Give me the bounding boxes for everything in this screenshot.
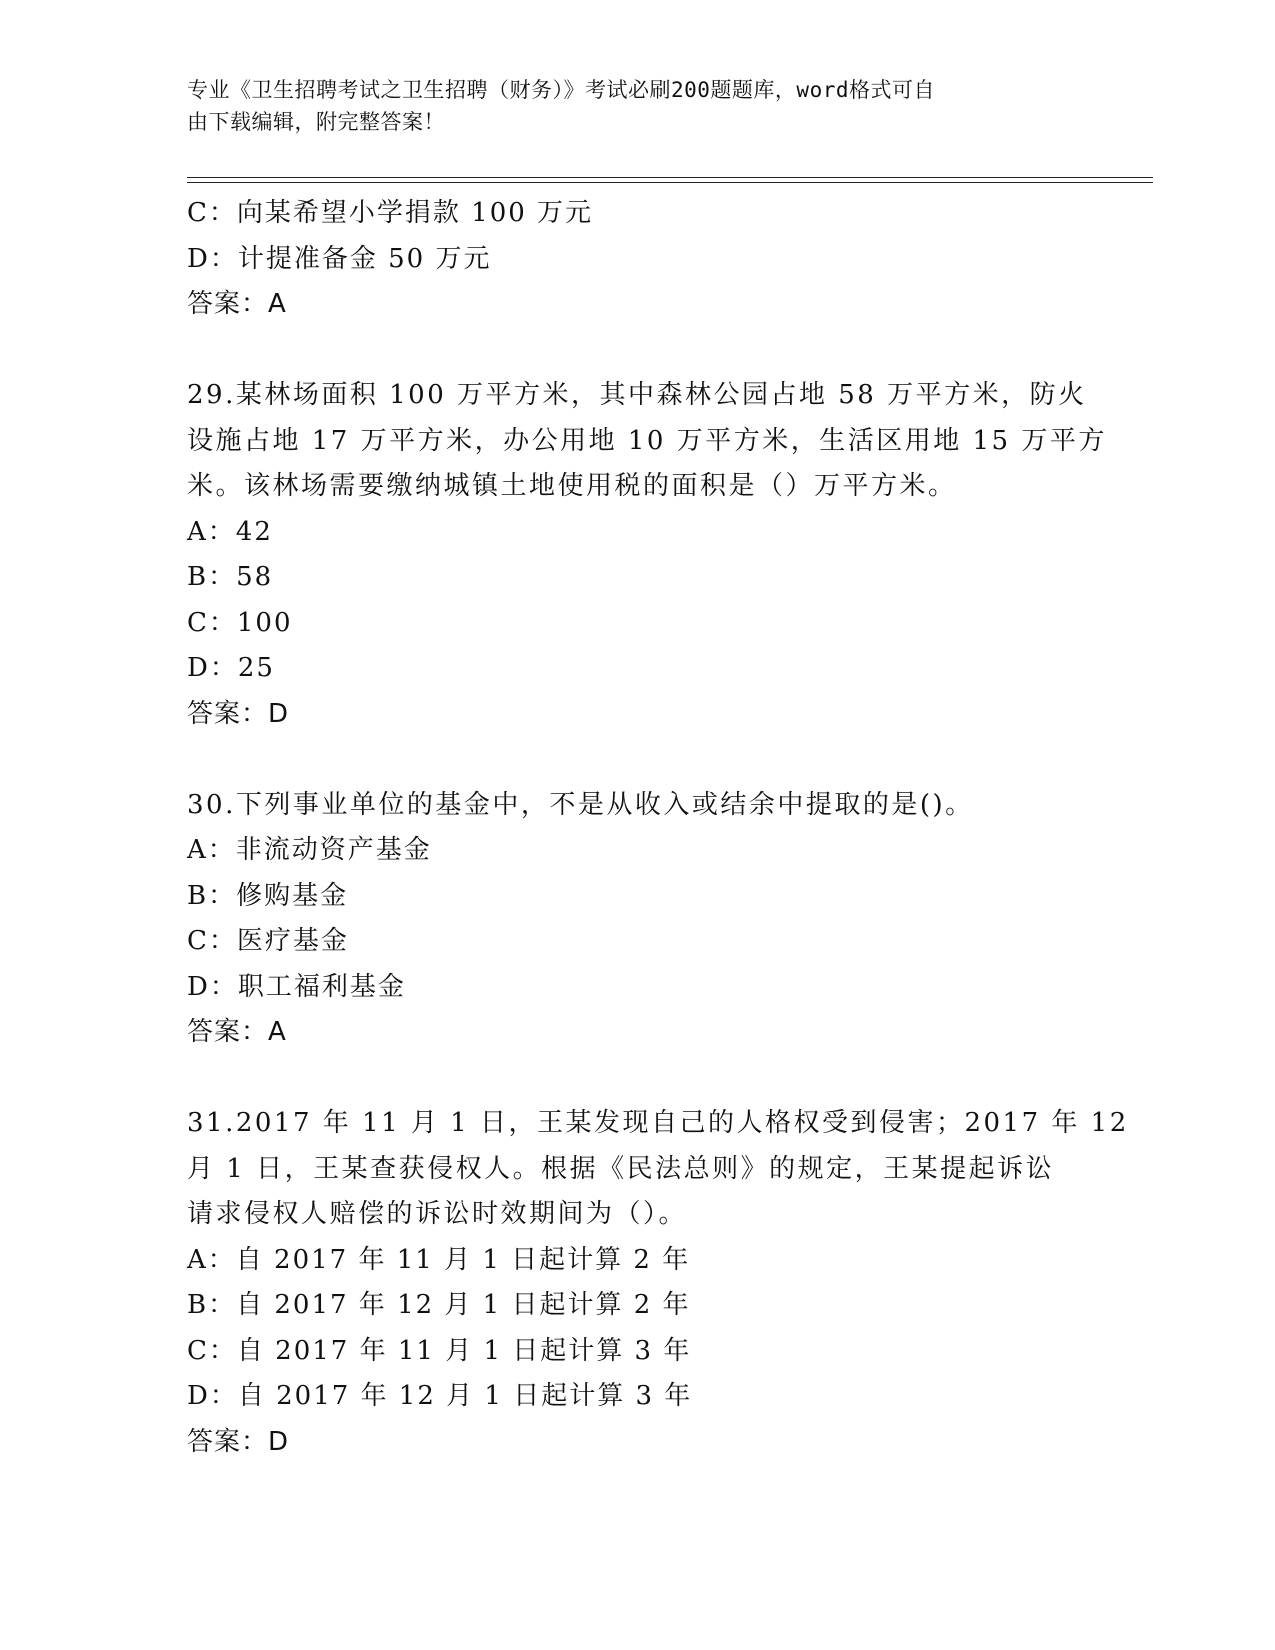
question-stem-line: 米。该林场需要缴纳城镇土地使用税的面积是（）万平方米。 [187,471,957,501]
question-29 [187,373,1107,737]
question-stem-line: 请求侵权人赔偿的诉讼时效期间为（）。 [187,1199,688,1229]
question-stem-line: 30.下列事业单位的基金中，不是从收入或结余中提取的是()。 [187,789,974,820]
answer-line: 答案：D [187,1426,290,1457]
question-block-prev [187,191,1087,328]
spacer [187,328,1087,374]
option-c: C：向某希望小学捐款 100 万元 [187,198,594,228]
option-b: B：自 2017 年 12 月 1 日起计算 2 年 [187,1290,691,1320]
option-c: C：自 2017 年 11 月 1 日起计算 3 年 [187,1335,692,1366]
answer-line: 答案：A [187,289,287,319]
header-divider [187,177,1153,183]
option-d: D：计提准备金 50 万元 [187,243,492,274]
option-b: B：58 [187,562,274,592]
option-a: A：42 [187,516,273,547]
option-d: D：25 [187,653,275,683]
question-30 [187,783,1087,1056]
page-header [187,74,1067,138]
spacer [187,737,1087,783]
question-stem-line: 月 1 日，王某查获侵权人。根据《民法总则》的规定，王某提起诉讼 [187,1153,1055,1184]
answer-line: 答案：A [187,1017,287,1047]
option-d: D：自 2017 年 12 月 1 日起计算 3 年 [187,1381,693,1411]
question-stem-line: 设施占地 17 万平方米，办公用地 10 万平方米，生活区用地 15 万平方 [187,425,1107,456]
answer-line: 答案：D [187,698,290,729]
option-c: C：医疗基金 [187,926,349,956]
option-b: B：修购基金 [187,880,349,911]
spacer [187,1056,1087,1102]
question-31 [187,1101,1129,1465]
document-body [187,191,1129,1465]
option-a: A：非流动资产基金 [187,835,432,865]
option-a: A：自 2017 年 11 月 1 日起计算 2 年 [187,1244,691,1275]
header-line-1: 专业《卫生招聘考试之卫生招聘（财务）》考试必刷200题题库，word格式可自 [187,78,935,102]
header-line-2: 由下载编辑，附完整答案！ [187,110,445,134]
option-d: D：职工福利基金 [187,971,406,1002]
question-stem-line: 31.2017 年 11 月 1 日，王某发现自己的人格权受到侵害；2017 年 12 [187,1108,1129,1138]
option-c: C：100 [187,607,293,638]
question-stem-line: 29.某林场面积 100 万平方米，其中森林公园占地 58 万平方米，防火 [187,380,1087,410]
